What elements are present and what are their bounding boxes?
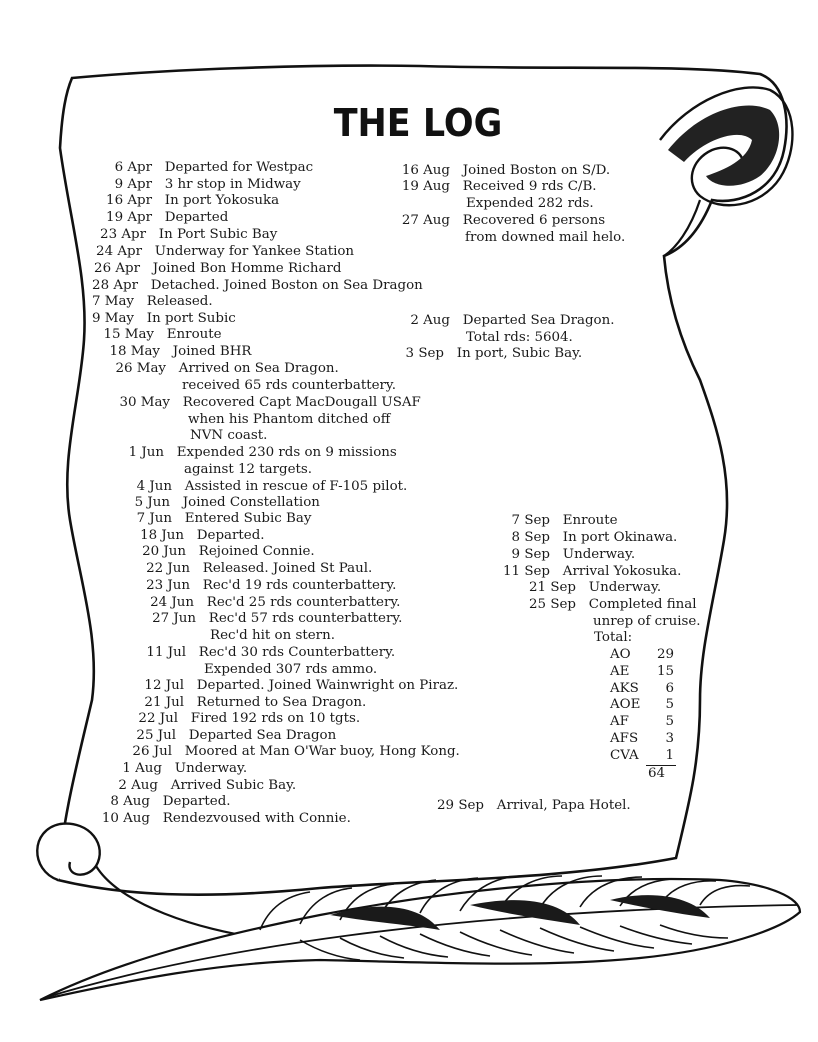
entry-text: Arrived Subic Bay. xyxy=(170,778,297,793)
entry-continuation: against 12 targets. xyxy=(184,462,313,477)
entry-text: Joined Boston on S/D. xyxy=(462,163,611,178)
log-entry xyxy=(122,511,311,527)
tally-count: 15 xyxy=(656,664,674,679)
entry-continuation: when his Phantom ditched off xyxy=(188,412,391,427)
entry-text: Arrival Yokosuka. xyxy=(562,564,682,579)
log-entry xyxy=(112,761,247,777)
tally-label: Total: xyxy=(594,630,633,645)
log-entry xyxy=(132,578,396,594)
log-entry xyxy=(102,177,301,193)
tally-row xyxy=(610,731,674,747)
log-entry xyxy=(98,327,222,343)
log-entry xyxy=(118,744,460,760)
entry-text: Enroute xyxy=(562,513,618,528)
entry-date: 27 Aug xyxy=(401,213,450,228)
entry-date: 10 Aug xyxy=(101,811,150,826)
tally-total: 64 xyxy=(648,766,666,781)
entry-text: In port Subic xyxy=(146,311,236,326)
entry-date: 21 Sep xyxy=(529,580,576,595)
tally-count: 29 xyxy=(656,647,674,662)
entry-continuation: received 65 rds counterbattery. xyxy=(182,378,396,393)
entry-text: Rejoined Connie. xyxy=(198,544,315,559)
entry-text: Underway. xyxy=(562,547,636,562)
page-title: THE LOG xyxy=(333,101,503,145)
entry-text: In Port Subic Bay xyxy=(158,227,278,242)
entry-text: Moored at Man O'War buoy, Hong Kong. xyxy=(184,744,460,759)
entry-text: 3 hr stop in Midway xyxy=(164,177,301,192)
entry-text: Assisted in rescue of F-105 pilot. xyxy=(184,479,408,494)
log-entry xyxy=(130,678,458,694)
entry-date: 20 Jun xyxy=(142,544,186,559)
entry-text: Departed xyxy=(164,210,229,225)
entry-date: 22 Jun xyxy=(146,561,190,576)
log-entry xyxy=(138,611,402,627)
log-entry xyxy=(82,278,423,294)
entry-text: Underway. xyxy=(588,580,662,595)
log-entry xyxy=(132,645,395,661)
entry-date: 16 Apr xyxy=(106,193,152,208)
entry-continuation: Total rds: 5604. xyxy=(466,330,573,345)
log-entry xyxy=(104,344,251,360)
log-entry xyxy=(86,311,236,327)
log-entry xyxy=(122,728,336,744)
entry-date: 22 Jul xyxy=(138,711,178,726)
entry-date: 18 May xyxy=(109,344,160,359)
entry-date: 21 Jul xyxy=(144,695,184,710)
entry-continuation: from downed mail helo. xyxy=(465,230,626,245)
entry-date: 1 Aug xyxy=(122,761,162,776)
log-entry xyxy=(394,346,582,362)
entry-date: 9 Sep xyxy=(511,547,550,562)
entry-text: Detached. Joined Boston on Sea Dragon xyxy=(150,278,423,293)
entry-date: 23 Jun xyxy=(146,578,190,593)
tally-row xyxy=(610,681,674,697)
log-entry xyxy=(114,445,397,461)
entry-text: Fired 192 rds on 10 tgts. xyxy=(190,711,361,726)
entry-date: 18 Jun xyxy=(140,528,184,543)
entry-date: 7 Jun xyxy=(136,511,172,526)
entry-continuation: Expended 307 rds ammo. xyxy=(204,662,378,677)
log-entry xyxy=(136,595,400,611)
log-entry xyxy=(132,561,372,577)
entry-text: Received 9 rds C/B. xyxy=(462,179,597,194)
log-entry xyxy=(102,160,313,176)
log-entry xyxy=(90,227,277,243)
log-entry xyxy=(96,210,228,226)
entry-text: Recovered 6 persons xyxy=(462,213,606,228)
tally-row xyxy=(610,714,674,730)
entry-date: 11 Jul xyxy=(146,645,186,660)
entry-text: Released. xyxy=(146,294,213,309)
entry-continuation: Rec'd hit on stern. xyxy=(210,628,335,643)
entry-text: Rendezvoused with Connie. xyxy=(162,811,351,826)
log-entry xyxy=(120,495,320,511)
log-entry xyxy=(96,193,279,209)
log-entry xyxy=(430,798,631,814)
entry-date: 1 Jun xyxy=(128,445,164,460)
entry-date: 2 Aug xyxy=(118,778,158,793)
entry-date: 19 Apr xyxy=(106,210,152,225)
entry-date: 25 Sep xyxy=(529,597,576,612)
log-entry xyxy=(394,179,597,195)
log-entry xyxy=(114,395,421,411)
log-entry xyxy=(500,564,681,580)
entry-continuation: unrep of cruise. xyxy=(593,614,701,629)
log-entry xyxy=(394,213,605,229)
log-entry xyxy=(394,313,615,329)
entry-date: 6 Apr xyxy=(114,160,152,175)
entry-text: Departed. xyxy=(196,528,265,543)
tally-count: 5 xyxy=(665,714,674,729)
entry-date: 23 Apr xyxy=(100,227,146,242)
tally-count: 3 xyxy=(665,731,674,746)
entry-text: In port Okinawa. xyxy=(562,530,678,545)
entry-text: Joined Bon Homme Richard xyxy=(152,261,342,276)
log-entry xyxy=(394,163,610,179)
entry-text: Underway. xyxy=(174,761,248,776)
entry-text: Recovered Capt MacDougall USAF xyxy=(182,395,421,410)
entry-continuation: NVN coast. xyxy=(190,428,268,443)
tally-code: AE xyxy=(610,664,630,679)
entry-text: In port Yokosuka xyxy=(164,193,280,208)
log-entry xyxy=(520,580,661,596)
log-entry xyxy=(86,294,213,310)
tally-code: AO xyxy=(610,647,631,662)
log-entry xyxy=(128,544,315,560)
entry-text: Joined Constellation xyxy=(182,495,320,510)
entry-date: 5 Jun xyxy=(134,495,170,510)
entry-date: 28 Apr xyxy=(92,278,138,293)
entry-date: 26 Jul xyxy=(132,744,172,759)
entry-date: 12 Jul xyxy=(144,678,184,693)
entry-date: 11 Sep xyxy=(503,564,550,579)
log-entry xyxy=(500,530,677,546)
log-entry xyxy=(126,528,265,544)
entry-text: In port, Subic Bay. xyxy=(456,346,583,361)
entry-date: 27 Jun xyxy=(152,611,196,626)
entry-text: Joined BHR xyxy=(172,344,252,359)
entry-text: Rec'd 57 rds counterbattery. xyxy=(208,611,403,626)
entry-date: 7 May xyxy=(91,294,134,309)
log-entry xyxy=(122,479,407,495)
tally-row xyxy=(610,647,674,663)
entry-date: 26 Apr xyxy=(94,261,140,276)
entry-text: Arrived on Sea Dragon. xyxy=(178,361,339,376)
entry-date: 9 Apr xyxy=(114,177,152,192)
log-entry xyxy=(110,361,339,377)
entry-date: 2 Aug xyxy=(410,313,450,328)
entry-text: Enroute xyxy=(166,327,222,342)
tally-count: 5 xyxy=(665,697,674,712)
entry-date: 25 Jul xyxy=(136,728,176,743)
tally-row xyxy=(610,748,674,764)
entry-text: Released. Joined St Paul. xyxy=(202,561,373,576)
entry-date: 26 May xyxy=(115,361,166,376)
log-entry xyxy=(124,711,360,727)
log-entry xyxy=(84,261,341,277)
entry-date: 30 May xyxy=(119,395,170,410)
entry-text: Departed Sea Dragon. xyxy=(462,313,615,328)
log-entry xyxy=(86,244,354,260)
entry-date: 16 Aug xyxy=(401,163,450,178)
entry-date: 24 Apr xyxy=(96,244,142,259)
tally-code: AF xyxy=(610,714,629,729)
tally-code: CVA xyxy=(610,748,639,763)
entry-date: 8 Sep xyxy=(511,530,550,545)
log-entry xyxy=(520,597,697,613)
entry-date: 29 Sep xyxy=(437,798,484,813)
log-entry xyxy=(104,794,231,810)
entry-continuation: Expended 282 rds. xyxy=(466,196,594,211)
entry-date: 24 Jun xyxy=(150,595,194,610)
entry-date: 7 Sep xyxy=(511,513,550,528)
entry-text: Underway for Yankee Station xyxy=(154,244,355,259)
entry-text: Entered Subic Bay xyxy=(184,511,312,526)
tally-code: AFS xyxy=(610,731,639,746)
log-entry xyxy=(126,695,366,711)
entry-text: Arrival, Papa Hotel. xyxy=(496,798,631,813)
tally-code: AKS xyxy=(610,681,639,696)
tally-row xyxy=(610,697,674,713)
entry-date: 3 Sep xyxy=(405,346,444,361)
log-entry xyxy=(96,811,351,827)
entry-text: Departed for Westpac xyxy=(164,160,314,175)
tally-count: 6 xyxy=(665,681,674,696)
log-entry xyxy=(108,778,296,794)
entry-text: Departed Sea Dragon xyxy=(188,728,337,743)
entry-text: Completed final xyxy=(588,597,697,612)
entry-date: 8 Aug xyxy=(110,794,150,809)
entry-date: 19 Aug xyxy=(401,179,450,194)
entry-text: Rec'd 30 rds Counterbattery. xyxy=(198,645,396,660)
entry-date: 4 Jun xyxy=(136,479,172,494)
entry-text: Returned to Sea Dragon. xyxy=(196,695,367,710)
entry-date: 15 May xyxy=(103,327,154,342)
entry-text: Rec'd 19 rds counterbattery. xyxy=(202,578,397,593)
log-entry xyxy=(500,513,618,529)
tally-code: AOE xyxy=(610,697,641,712)
log-entry xyxy=(500,547,635,563)
entry-date: 9 May xyxy=(91,311,134,326)
entry-text: Expended 230 rds on 9 missions xyxy=(176,445,397,460)
tally-row xyxy=(610,664,674,680)
entry-text: Rec'd 25 rds counterbattery. xyxy=(206,595,401,610)
tally-count: 1 xyxy=(665,748,674,763)
entry-text: Departed. Joined Wainwright on Piraz. xyxy=(196,678,459,693)
entry-text: Departed. xyxy=(162,794,231,809)
